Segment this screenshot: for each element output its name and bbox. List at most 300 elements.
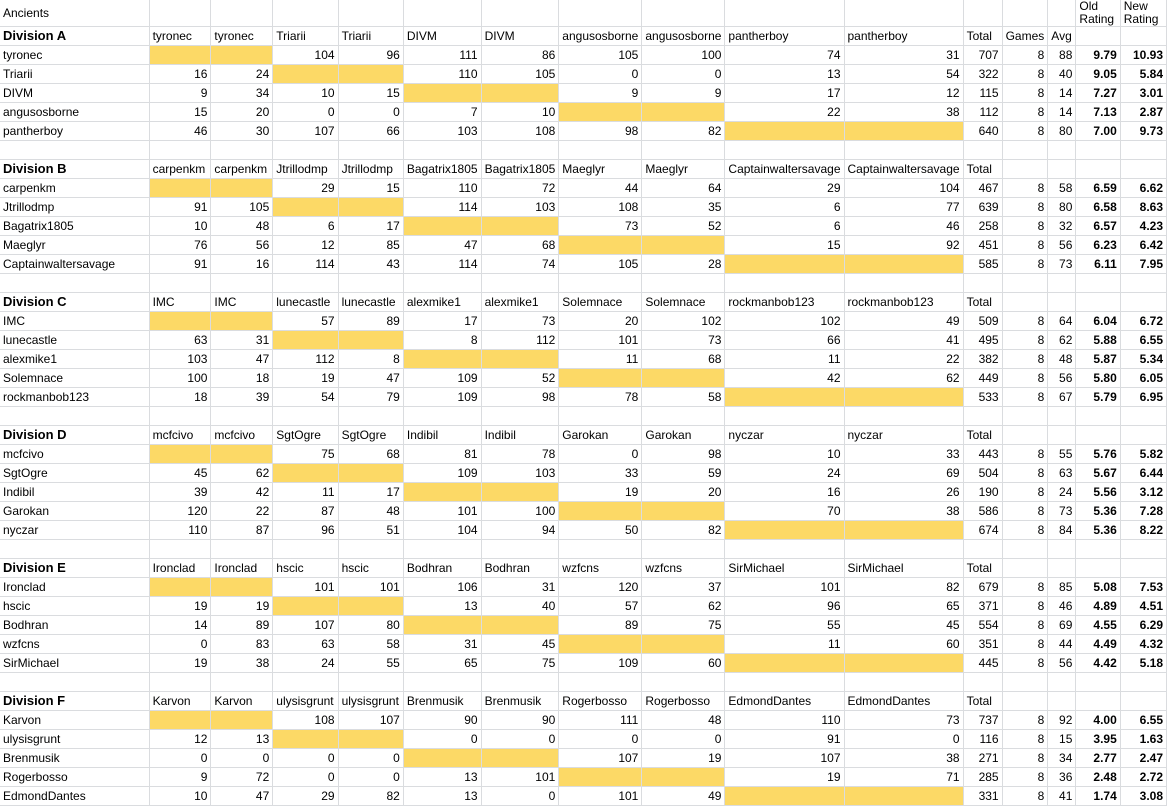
- score-cell[interactable]: 0: [559, 445, 642, 464]
- total-cell[interactable]: 639: [963, 198, 1002, 217]
- score-cell[interactable]: 8: [338, 350, 403, 369]
- games-cell[interactable]: 8: [1002, 464, 1048, 483]
- column-header-cell[interactable]: ulysisgrunt: [338, 692, 403, 711]
- empty-cell[interactable]: [1002, 673, 1048, 692]
- games-cell[interactable]: 8: [1002, 635, 1048, 654]
- column-header-cell[interactable]: pantherboy: [725, 27, 844, 46]
- score-cell[interactable]: 35: [642, 198, 725, 217]
- score-cell[interactable]: 55: [338, 654, 403, 673]
- new-rating-cell[interactable]: 9.73: [1120, 122, 1166, 141]
- score-cell[interactable]: 20: [211, 103, 273, 122]
- self-match-cell[interactable]: [273, 464, 338, 483]
- score-cell[interactable]: 11: [725, 635, 844, 654]
- score-cell[interactable]: 33: [559, 464, 642, 483]
- score-cell[interactable]: 50: [559, 521, 642, 540]
- empty-cell[interactable]: [1002, 692, 1048, 711]
- self-match-cell[interactable]: [273, 730, 338, 749]
- empty-cell[interactable]: [1076, 27, 1120, 46]
- new-rating-cell[interactable]: 5.82: [1120, 445, 1166, 464]
- empty-cell[interactable]: [1002, 0, 1048, 27]
- player-name-cell[interactable]: carpenkm: [0, 179, 149, 198]
- self-match-cell[interactable]: [338, 65, 403, 84]
- score-cell[interactable]: 98: [559, 122, 642, 141]
- score-cell[interactable]: 31: [481, 578, 559, 597]
- player-name-cell[interactable]: pantherboy: [0, 122, 149, 141]
- self-match-cell[interactable]: [559, 502, 642, 521]
- player-name-cell[interactable]: SgtOgre: [0, 464, 149, 483]
- new-rating-cell[interactable]: 7.95: [1120, 255, 1166, 274]
- score-cell[interactable]: 107: [273, 616, 338, 635]
- games-cell[interactable]: 8: [1002, 711, 1048, 730]
- self-match-cell[interactable]: [149, 578, 211, 597]
- score-cell[interactable]: 60: [844, 635, 963, 654]
- empty-cell[interactable]: [725, 540, 844, 559]
- score-cell[interactable]: 73: [844, 711, 963, 730]
- empty-cell[interactable]: [1120, 540, 1166, 559]
- score-cell[interactable]: 108: [481, 122, 559, 141]
- old-rating-cell[interactable]: 5.88: [1076, 331, 1120, 350]
- self-match-cell[interactable]: [844, 122, 963, 141]
- total-cell[interactable]: 116: [963, 730, 1002, 749]
- score-cell[interactable]: 58: [338, 635, 403, 654]
- empty-cell[interactable]: [273, 673, 338, 692]
- new-rating-cell[interactable]: 5.18: [1120, 654, 1166, 673]
- self-match-cell[interactable]: [642, 635, 725, 654]
- new-rating-cell[interactable]: 6.95: [1120, 388, 1166, 407]
- empty-cell[interactable]: [1002, 141, 1048, 160]
- empty-cell[interactable]: [273, 0, 338, 27]
- avg-cell[interactable]: 40: [1048, 65, 1076, 84]
- score-cell[interactable]: 30: [211, 122, 273, 141]
- column-header-cell[interactable]: Solemnace: [642, 293, 725, 312]
- score-cell[interactable]: 87: [211, 521, 273, 540]
- self-match-cell[interactable]: [559, 635, 642, 654]
- score-cell[interactable]: 38: [844, 103, 963, 122]
- score-cell[interactable]: 104: [273, 46, 338, 65]
- score-cell[interactable]: 85: [338, 236, 403, 255]
- score-cell[interactable]: 48: [338, 502, 403, 521]
- score-cell[interactable]: 10: [149, 217, 211, 236]
- total-cell[interactable]: 112: [963, 103, 1002, 122]
- old-rating-cell[interactable]: 1.74: [1076, 787, 1120, 806]
- score-cell[interactable]: 22: [725, 103, 844, 122]
- score-cell[interactable]: 16: [149, 65, 211, 84]
- division-title[interactable]: Division B: [0, 160, 149, 179]
- empty-cell[interactable]: [403, 407, 481, 426]
- old-rating-cell[interactable]: 9.79: [1076, 46, 1120, 65]
- score-cell[interactable]: 114: [403, 198, 481, 217]
- old-rating-cell[interactable]: 4.49: [1076, 635, 1120, 654]
- empty-cell[interactable]: [559, 274, 642, 293]
- score-cell[interactable]: 15: [338, 84, 403, 103]
- column-header-cell[interactable]: alexmike1: [481, 293, 559, 312]
- score-cell[interactable]: 75: [273, 445, 338, 464]
- score-cell[interactable]: 0: [338, 768, 403, 787]
- self-match-cell[interactable]: [481, 217, 559, 236]
- avg-cell[interactable]: 92: [1048, 711, 1076, 730]
- player-name-cell[interactable]: tyronec: [0, 46, 149, 65]
- empty-cell[interactable]: [1048, 559, 1076, 578]
- score-cell[interactable]: 57: [273, 312, 338, 331]
- empty-cell[interactable]: [403, 540, 481, 559]
- self-match-cell[interactable]: [481, 616, 559, 635]
- score-cell[interactable]: 43: [338, 255, 403, 274]
- total-cell[interactable]: 586: [963, 502, 1002, 521]
- score-cell[interactable]: 19: [211, 597, 273, 616]
- score-cell[interactable]: 105: [211, 198, 273, 217]
- empty-cell[interactable]: [149, 540, 211, 559]
- self-match-cell[interactable]: [844, 787, 963, 806]
- score-cell[interactable]: 101: [403, 502, 481, 521]
- empty-cell[interactable]: [1120, 141, 1166, 160]
- empty-cell[interactable]: [338, 407, 403, 426]
- new-rating-cell[interactable]: 4.32: [1120, 635, 1166, 654]
- score-cell[interactable]: 19: [273, 369, 338, 388]
- score-cell[interactable]: 45: [481, 635, 559, 654]
- new-rating-cell[interactable]: 2.87: [1120, 103, 1166, 122]
- column-header-cell[interactable]: rockmanbob123: [844, 293, 963, 312]
- new-rating-header[interactable]: [1120, 0, 1166, 27]
- score-cell[interactable]: 11: [725, 350, 844, 369]
- new-rating-cell[interactable]: 6.42: [1120, 236, 1166, 255]
- empty-cell[interactable]: [0, 407, 149, 426]
- empty-cell[interactable]: [725, 0, 844, 27]
- empty-cell[interactable]: [1048, 293, 1076, 312]
- column-header-cell[interactable]: nyczar: [844, 426, 963, 445]
- score-cell[interactable]: 77: [844, 198, 963, 217]
- new-rating-cell[interactable]: 2.72: [1120, 768, 1166, 787]
- score-cell[interactable]: 101: [559, 331, 642, 350]
- avg-cell[interactable]: 69: [1048, 616, 1076, 635]
- empty-cell[interactable]: [1076, 692, 1120, 711]
- new-rating-cell[interactable]: 3.01: [1120, 84, 1166, 103]
- empty-cell[interactable]: [0, 540, 149, 559]
- score-cell[interactable]: 103: [481, 198, 559, 217]
- column-header-cell[interactable]: ulysisgrunt: [273, 692, 338, 711]
- score-cell[interactable]: 94: [481, 521, 559, 540]
- empty-cell[interactable]: [642, 141, 725, 160]
- score-cell[interactable]: 92: [844, 236, 963, 255]
- column-header-cell[interactable]: Karvon: [211, 692, 273, 711]
- self-match-cell[interactable]: [149, 445, 211, 464]
- empty-cell[interactable]: [338, 540, 403, 559]
- old-rating-cell[interactable]: 5.67: [1076, 464, 1120, 483]
- empty-cell[interactable]: [403, 0, 481, 27]
- total-cell[interactable]: 495: [963, 331, 1002, 350]
- empty-cell[interactable]: [338, 673, 403, 692]
- score-cell[interactable]: 103: [403, 122, 481, 141]
- self-match-cell[interactable]: [725, 654, 844, 673]
- avg-cell[interactable]: 14: [1048, 103, 1076, 122]
- score-cell[interactable]: 16: [725, 483, 844, 502]
- total-cell[interactable]: 449: [963, 369, 1002, 388]
- games-cell[interactable]: 8: [1002, 331, 1048, 350]
- empty-cell[interactable]: [844, 141, 963, 160]
- self-match-cell[interactable]: [273, 65, 338, 84]
- avg-header[interactable]: Avg: [1048, 27, 1076, 46]
- score-cell[interactable]: 13: [403, 787, 481, 806]
- score-cell[interactable]: 0: [338, 103, 403, 122]
- total-cell[interactable]: 467: [963, 179, 1002, 198]
- avg-cell[interactable]: 62: [1048, 331, 1076, 350]
- empty-cell[interactable]: [1048, 274, 1076, 293]
- score-cell[interactable]: 73: [559, 217, 642, 236]
- score-cell[interactable]: 28: [642, 255, 725, 274]
- score-cell[interactable]: 44: [559, 179, 642, 198]
- score-cell[interactable]: 20: [559, 312, 642, 331]
- column-header-cell[interactable]: Indibil: [481, 426, 559, 445]
- empty-cell[interactable]: [559, 673, 642, 692]
- games-cell[interactable]: 8: [1002, 46, 1048, 65]
- games-cell[interactable]: 8: [1002, 179, 1048, 198]
- score-cell[interactable]: 15: [725, 236, 844, 255]
- empty-cell[interactable]: [1048, 426, 1076, 445]
- empty-cell[interactable]: [1002, 407, 1048, 426]
- column-header-cell[interactable]: mcfcivo: [211, 426, 273, 445]
- empty-cell[interactable]: [559, 407, 642, 426]
- self-match-cell[interactable]: [481, 749, 559, 768]
- score-cell[interactable]: 78: [481, 445, 559, 464]
- empty-cell[interactable]: [725, 141, 844, 160]
- player-name-cell[interactable]: Ironclad: [0, 578, 149, 597]
- empty-cell[interactable]: [642, 0, 725, 27]
- avg-cell[interactable]: 36: [1048, 768, 1076, 787]
- column-header-cell[interactable]: angusosborne: [559, 27, 642, 46]
- score-cell[interactable]: 18: [149, 388, 211, 407]
- score-cell[interactable]: 106: [403, 578, 481, 597]
- score-cell[interactable]: 41: [844, 331, 963, 350]
- score-cell[interactable]: 16: [211, 255, 273, 274]
- total-cell[interactable]: 115: [963, 84, 1002, 103]
- empty-cell[interactable]: [149, 407, 211, 426]
- score-cell[interactable]: 110: [149, 521, 211, 540]
- games-cell[interactable]: 8: [1002, 122, 1048, 141]
- score-cell[interactable]: 17: [725, 84, 844, 103]
- empty-cell[interactable]: [1076, 274, 1120, 293]
- score-cell[interactable]: 96: [338, 46, 403, 65]
- player-name-cell[interactable]: alexmike1: [0, 350, 149, 369]
- column-header-cell[interactable]: Bagatrix1805: [481, 160, 559, 179]
- total-cell[interactable]: 258: [963, 217, 1002, 236]
- score-cell[interactable]: 22: [844, 350, 963, 369]
- score-cell[interactable]: 0: [559, 65, 642, 84]
- player-name-cell[interactable]: IMC: [0, 312, 149, 331]
- empty-cell[interactable]: [338, 0, 403, 27]
- score-cell[interactable]: 65: [844, 597, 963, 616]
- score-cell[interactable]: 100: [481, 502, 559, 521]
- new-rating-cell[interactable]: 8.63: [1120, 198, 1166, 217]
- self-match-cell[interactable]: [211, 711, 273, 730]
- score-cell[interactable]: 48: [642, 711, 725, 730]
- score-cell[interactable]: 46: [149, 122, 211, 141]
- self-match-cell[interactable]: [481, 84, 559, 103]
- old-rating-cell[interactable]: 5.08: [1076, 578, 1120, 597]
- column-header-cell[interactable]: angusosborne: [642, 27, 725, 46]
- empty-cell[interactable]: [559, 0, 642, 27]
- games-cell[interactable]: 8: [1002, 103, 1048, 122]
- score-cell[interactable]: 15: [149, 103, 211, 122]
- games-cell[interactable]: 8: [1002, 502, 1048, 521]
- empty-cell[interactable]: [149, 673, 211, 692]
- self-match-cell[interactable]: [273, 198, 338, 217]
- score-cell[interactable]: 91: [725, 730, 844, 749]
- new-rating-cell[interactable]: 7.53: [1120, 578, 1166, 597]
- score-cell[interactable]: 19: [149, 597, 211, 616]
- score-cell[interactable]: 54: [273, 388, 338, 407]
- old-rating-cell[interactable]: 5.87: [1076, 350, 1120, 369]
- total-header[interactable]: Total: [963, 160, 1002, 179]
- column-header-cell[interactable]: wzfcns: [559, 559, 642, 578]
- score-cell[interactable]: 101: [273, 578, 338, 597]
- score-cell[interactable]: 12: [149, 730, 211, 749]
- score-cell[interactable]: 6: [725, 217, 844, 236]
- empty-cell[interactable]: [1076, 559, 1120, 578]
- score-cell[interactable]: 49: [642, 787, 725, 806]
- score-cell[interactable]: 98: [481, 388, 559, 407]
- score-cell[interactable]: 0: [149, 635, 211, 654]
- games-header[interactable]: Games: [1002, 27, 1048, 46]
- games-cell[interactable]: 8: [1002, 578, 1048, 597]
- empty-cell[interactable]: [963, 673, 1002, 692]
- empty-cell[interactable]: [725, 274, 844, 293]
- empty-cell[interactable]: [963, 141, 1002, 160]
- score-cell[interactable]: 0: [149, 749, 211, 768]
- column-header-cell[interactable]: Captainwaltersavage: [725, 160, 844, 179]
- column-header-cell[interactable]: Bodhran: [481, 559, 559, 578]
- score-cell[interactable]: 82: [642, 521, 725, 540]
- self-match-cell[interactable]: [725, 388, 844, 407]
- score-cell[interactable]: 49: [844, 312, 963, 331]
- player-name-cell[interactable]: ulysisgrunt: [0, 730, 149, 749]
- score-cell[interactable]: 62: [844, 369, 963, 388]
- score-cell[interactable]: 71: [844, 768, 963, 787]
- column-header-cell[interactable]: Maeglyr: [559, 160, 642, 179]
- empty-cell[interactable]: [844, 0, 963, 27]
- score-cell[interactable]: 110: [403, 179, 481, 198]
- score-cell[interactable]: 15: [338, 179, 403, 198]
- score-cell[interactable]: 76: [149, 236, 211, 255]
- empty-cell[interactable]: [1076, 293, 1120, 312]
- avg-cell[interactable]: 34: [1048, 749, 1076, 768]
- self-match-cell[interactable]: [403, 749, 481, 768]
- old-rating-cell[interactable]: 5.36: [1076, 521, 1120, 540]
- score-cell[interactable]: 104: [844, 179, 963, 198]
- score-cell[interactable]: 68: [481, 236, 559, 255]
- score-cell[interactable]: 9: [642, 84, 725, 103]
- player-name-cell[interactable]: Karvon: [0, 711, 149, 730]
- score-cell[interactable]: 13: [403, 768, 481, 787]
- score-cell[interactable]: 109: [403, 369, 481, 388]
- column-header-cell[interactable]: EdmondDantes: [844, 692, 963, 711]
- empty-cell[interactable]: [211, 540, 273, 559]
- score-cell[interactable]: 17: [338, 483, 403, 502]
- empty-cell[interactable]: [1076, 141, 1120, 160]
- score-cell[interactable]: 90: [403, 711, 481, 730]
- score-cell[interactable]: 11: [273, 483, 338, 502]
- old-rating-cell[interactable]: 6.23: [1076, 236, 1120, 255]
- empty-cell[interactable]: [642, 274, 725, 293]
- player-name-cell[interactable]: Brenmusik: [0, 749, 149, 768]
- empty-cell[interactable]: [403, 673, 481, 692]
- score-cell[interactable]: 24: [273, 654, 338, 673]
- column-header-cell[interactable]: Garokan: [642, 426, 725, 445]
- score-cell[interactable]: 81: [403, 445, 481, 464]
- score-cell[interactable]: 109: [403, 388, 481, 407]
- score-cell[interactable]: 9: [149, 768, 211, 787]
- column-header-cell[interactable]: Rogerbosso: [642, 692, 725, 711]
- empty-cell[interactable]: [481, 407, 559, 426]
- score-cell[interactable]: 7: [403, 103, 481, 122]
- empty-cell[interactable]: [1048, 141, 1076, 160]
- avg-cell[interactable]: 85: [1048, 578, 1076, 597]
- score-cell[interactable]: 64: [642, 179, 725, 198]
- self-match-cell[interactable]: [844, 255, 963, 274]
- new-rating-cell[interactable]: 3.08: [1120, 787, 1166, 806]
- score-cell[interactable]: 69: [844, 464, 963, 483]
- division-title[interactable]: Division F: [0, 692, 149, 711]
- score-cell[interactable]: 0: [338, 749, 403, 768]
- column-header-cell[interactable]: Rogerbosso: [559, 692, 642, 711]
- score-cell[interactable]: 62: [211, 464, 273, 483]
- player-name-cell[interactable]: Maeglyr: [0, 236, 149, 255]
- score-cell[interactable]: 13: [403, 597, 481, 616]
- empty-cell[interactable]: [273, 407, 338, 426]
- total-cell[interactable]: 351: [963, 635, 1002, 654]
- score-cell[interactable]: 82: [844, 578, 963, 597]
- empty-cell[interactable]: [273, 274, 338, 293]
- score-cell[interactable]: 74: [481, 255, 559, 274]
- empty-cell[interactable]: [403, 141, 481, 160]
- score-cell[interactable]: 68: [338, 445, 403, 464]
- games-cell[interactable]: 8: [1002, 65, 1048, 84]
- old-rating-cell[interactable]: 4.55: [1076, 616, 1120, 635]
- score-cell[interactable]: 89: [338, 312, 403, 331]
- column-header-cell[interactable]: Bagatrix1805: [403, 160, 481, 179]
- score-cell[interactable]: 0: [273, 749, 338, 768]
- score-cell[interactable]: 12: [844, 84, 963, 103]
- score-cell[interactable]: 29: [273, 179, 338, 198]
- self-match-cell[interactable]: [338, 198, 403, 217]
- avg-cell[interactable]: 58: [1048, 179, 1076, 198]
- empty-cell[interactable]: [1120, 426, 1166, 445]
- self-match-cell[interactable]: [403, 217, 481, 236]
- avg-cell[interactable]: 80: [1048, 122, 1076, 141]
- score-cell[interactable]: 12: [273, 236, 338, 255]
- empty-cell[interactable]: [481, 0, 559, 27]
- empty-cell[interactable]: [1002, 426, 1048, 445]
- self-match-cell[interactable]: [642, 236, 725, 255]
- player-name-cell[interactable]: Solemnace: [0, 369, 149, 388]
- score-cell[interactable]: 24: [725, 464, 844, 483]
- self-match-cell[interactable]: [559, 369, 642, 388]
- old-rating-cell[interactable]: 2.48: [1076, 768, 1120, 787]
- score-cell[interactable]: 47: [403, 236, 481, 255]
- column-header-cell[interactable]: lunecastle: [338, 293, 403, 312]
- total-header[interactable]: Total: [963, 426, 1002, 445]
- games-cell[interactable]: 8: [1002, 312, 1048, 331]
- empty-cell[interactable]: [338, 274, 403, 293]
- total-cell[interactable]: 451: [963, 236, 1002, 255]
- old-rating-cell[interactable]: 3.95: [1076, 730, 1120, 749]
- old-rating-cell[interactable]: 5.36: [1076, 502, 1120, 521]
- column-header-cell[interactable]: Karvon: [149, 692, 211, 711]
- player-name-cell[interactable]: DIVM: [0, 84, 149, 103]
- column-header-cell[interactable]: Jtrillodmp: [338, 160, 403, 179]
- self-match-cell[interactable]: [273, 597, 338, 616]
- score-cell[interactable]: 60: [642, 654, 725, 673]
- games-cell[interactable]: 8: [1002, 597, 1048, 616]
- empty-cell[interactable]: [1048, 160, 1076, 179]
